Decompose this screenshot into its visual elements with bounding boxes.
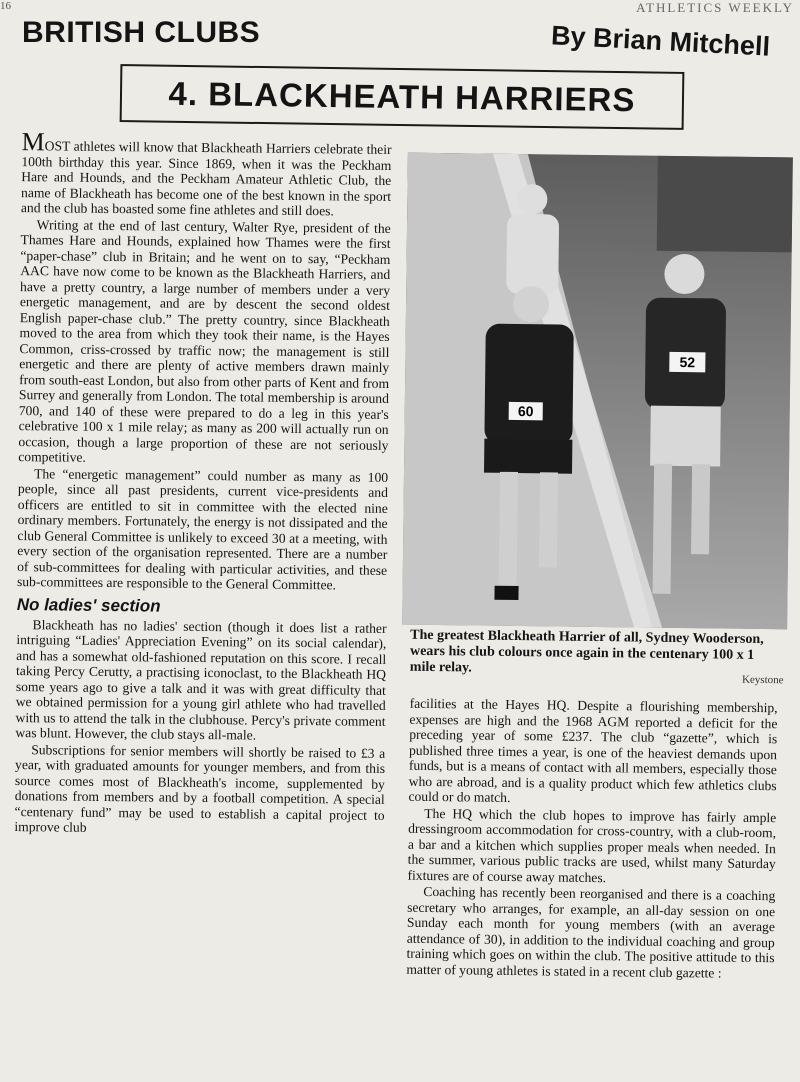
byline: By Brian Mitchell — [550, 20, 771, 62]
paragraph: facilities at the Hayes HQ. Despite a flourishing membership, expenses are high and the 1968 AGM reported a deficit for the preceding year of some £237. The club “gazette”, which is published three times a year, is one of the heaviest demands upon funds, but is a means of contact with all members, especially those who are abroad, and is a quality product which few athletics clubs could or do match. — [408, 695, 778, 805]
right-text-column — [406, 696, 777, 982]
photo-illustration — [402, 153, 793, 630]
spectators — [657, 156, 793, 253]
paragraph: Subscriptions for senior members will shortly be raised to £3 a year, with graduated amounts for younger members, and from this source comes most of Blackheath's income, supplemented by donations from members and by a football competition. A special “centenary fund” may be used to establish a capital project to improve club — [14, 741, 386, 835]
section-title: BRITISH CLUBS — [22, 16, 261, 49]
article-title-box — [120, 64, 685, 130]
paragraph: The HQ which the club hopes to improve has fairly ample dressingroom accommodation for cross-country, with a club-room, a bar and a kitchen which supplies proper meals when needed. In the summer, various public tracks are used, whilst many Saturday fixtures are of course away matches. — [407, 805, 777, 885]
bib-number-left: 60 — [517, 403, 534, 420]
paragraph-text: OST athletes will know that Blackheath Harriers celebrate their 100th birthday this year. Since 1869, when it was the Peckham Hare and Hounds, and the Peckham Amateur Athletic Club, the name of Blackheath has become one of the best known in the sport and the club has boasted some fine athletes and still does. — [20, 138, 392, 219]
subheading: No ladies' section — [16, 594, 161, 616]
runners-photo — [402, 153, 793, 630]
bib-number-right: 52 — [679, 354, 696, 371]
article-title: 4. BLACKHEATH HARRIERS — [168, 74, 636, 119]
photo-credit: Keystone — [742, 673, 785, 687]
magazine-masthead: ATHLETICS WEEKLY — [636, 0, 794, 15]
page-number: 16 — [0, 0, 11, 12]
paragraph — [20, 127, 392, 219]
paragraph: Blackheath has no ladies' section (though it does list a rather intriguing “Ladies' Appreciation Evening” on its social calendar), and has a somewhat old-fashioned reputation on this score. I recall taking Percy Cerutty, a practising iconoclast, to the Blackheath HQ some years ago to give a talk and it was with great difficulty that we obtained permission for a young girl athlete who had travelled with us to attend the talk in the clubhouse. Percy's private comment was blunt. However, the club stays all-male. — [15, 616, 387, 743]
drop-cap: M — [21, 127, 45, 157]
paragraph: The “energetic management” could number as many as 100 people, since all past presidents, current vice-presidents and officers are entitled to sit in committee with the elected nine ordinary members. Fortunately, the energy is not dissipated and the club General Committee is unlikely to exceed 30 at a meeting, with every section of the organisation represented. There are a number of sub-committees for dealing with particular activities, and these sub-committees are responsible to the General Committee. — [16, 465, 389, 593]
paragraph: Coaching has recently been reorganised and there is a coaching secretary who arranges, for example, an all-day session on one Sunday each month for young members (with an average attendance of 30), in addition to the individual coaching and group training which goes on within the club. The positive attitude to this matter of young athletes is stated in a recent club gazette : — [406, 883, 776, 981]
photo-caption: The greatest Blackheath Harrier of all, Sydney Wooderson, wears his club colours once again in the centenary 100 x 1 mile relay. — [409, 627, 764, 676]
paragraph: Writing at the end of last century, Walter Rye, president of the Thames Hare and Hounds, explained how Thames were the first “paper-chase” club in Britain; and he went on to say, “Peckham AAC have now come to be known as the Blackheath Harriers, and have a pretty country, a large number of members under a very energetic management, and are by descent the second oldest English paper-chase club.” The pretty country, since Blackheath moved to the area from which they took their name, is the Hayes Common, criss-crossed by traffic now; the management is still energetic and there are plenty of active members drawn mainly from south-east London, but also from other parts of Kent and from Surrey and generally from London. The total membership is around 700, and 140 of these were prepared to do a leg in this year's celebrative 100 x 1 mile relay; as many as 200 will actually run on occasion, though a large proportion of these are not seriously competitive. — [18, 216, 391, 465]
left-text-column — [14, 127, 392, 839]
